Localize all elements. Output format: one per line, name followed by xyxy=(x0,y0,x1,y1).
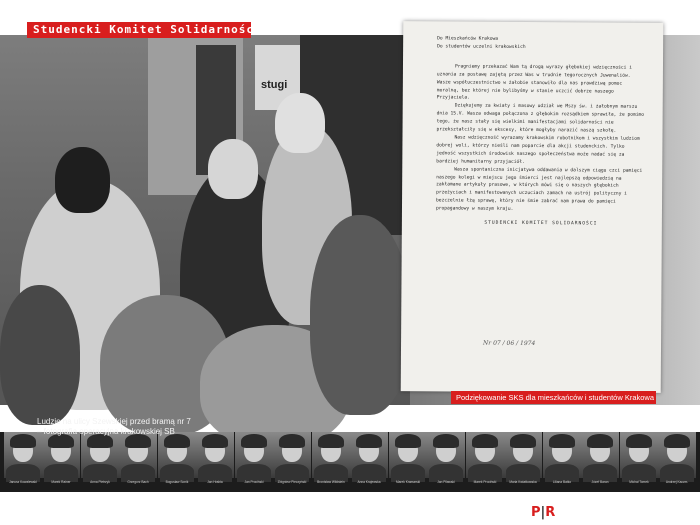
portrait-name: Anna Pietrzyk xyxy=(90,480,110,484)
portrait-photo xyxy=(273,432,311,478)
logo-letter-r: R xyxy=(545,505,556,520)
person-back-3 xyxy=(310,215,410,415)
portrait-name: Bogusław Sonik xyxy=(165,480,189,484)
photo-caption-line-2: – fotografia operacyjna krakowskiej SB xyxy=(37,427,175,436)
person-old-man-head xyxy=(275,93,325,153)
ipn-logo xyxy=(531,505,555,520)
person-grey-head xyxy=(208,139,258,199)
portrait-name: Marek Kramarski xyxy=(395,480,421,484)
person-head-hair xyxy=(55,147,110,213)
letter-document xyxy=(401,21,664,393)
portrait-name: Bronisław Wildstein xyxy=(317,480,345,484)
crowd-photo xyxy=(0,35,410,405)
portrait-photo xyxy=(235,432,273,478)
portrait-name: Marek Rainer xyxy=(51,480,71,484)
portrait-photo xyxy=(620,432,658,478)
portrait-photo xyxy=(119,432,157,478)
portraits-strip xyxy=(0,432,700,492)
portrait-name: Jan Hrabia xyxy=(207,480,223,484)
portrait-name: Maria Kwiatkowska xyxy=(509,480,537,484)
photo-caption xyxy=(37,417,217,437)
portrait-photo xyxy=(658,432,696,478)
portrait-photo xyxy=(543,432,581,478)
portrait-photo xyxy=(81,432,119,478)
portrait-name: Jan Prociński xyxy=(244,480,264,484)
portrait-photo xyxy=(389,432,427,478)
logo-bar: | xyxy=(540,505,546,520)
portrait-photo xyxy=(196,432,234,478)
letter-paragraph-1: Pragniemy przekazać Wam tą drogą wyrazy głębokiej wdzięczności i uznania za postawę zajętą przez Was w trudnie tegorocznych Juwenaliów. Wasze współuczestnictwo w żałobie stanowiło dla nas prawdziwą pomoc moralną, bez której nie bylibyśmy w stanie uczcić dobrze naszego Przyjaciela. xyxy=(436,64,633,102)
photo-caption-line-1: Ludzie na ulicy Szewskiej przed bramą nr 7 xyxy=(37,417,191,426)
portrait-name: Marek Prociński xyxy=(473,480,497,484)
portrait-photo xyxy=(42,432,80,478)
portrait-name: Janusz Kowalewski xyxy=(9,480,37,484)
portrait-photo xyxy=(350,432,388,478)
portrait-photo xyxy=(427,432,465,478)
portrait-name: Józef Baran xyxy=(591,480,609,484)
portrait-name: Michał Tomek xyxy=(629,480,649,484)
portrait-photo xyxy=(158,432,196,478)
portrait-name: Andrzej Kaczm. xyxy=(665,480,689,484)
person-back-4 xyxy=(0,285,80,425)
logo-letter-p: P xyxy=(531,505,541,520)
letter-handwritten-note: Nr 07 / 06 / 1974 xyxy=(483,339,536,348)
portrait-name: Zbigniew Pieczyński xyxy=(277,480,307,484)
letter-caption: Podziękowanie SKS dla mieszkańców i studentów Krakowa xyxy=(451,391,656,404)
letter-signature: STUDENCKI KOMITET SOLIDARNOŚCI xyxy=(484,220,598,227)
letter-address-2: Do studentów uczelni krakowskich xyxy=(437,44,526,50)
portrait-photo xyxy=(312,432,350,478)
letter-paragraph-2: Dziękujemy za kwiaty i masowy udział we Mszy św. i żałobnym marszu dnia 15.V. Wasza odwaga połączona z głębokim rozsądkiem sprawiła, że pomimo tego, że nasz stały się wielkimi manifestacjami solidarności nie przekształciły się w ekscesy, które mogłyby narazić naszą szkołę. xyxy=(436,103,645,134)
portrait-photo xyxy=(466,432,504,478)
footer xyxy=(0,492,700,525)
letter-paragraph-3: Nasz wdzięczność wyrazamy krakowskim robotnikom i wszystkim ludziom dobrej woli, którzy nieśli nam poparcie dla akcji studenckich. Tylko jedność wszystkich środowisk naszego społeczeństwa może nadać się za bardziej humanitarny przyjaciół. xyxy=(436,135,640,165)
portrait-name: Liliana Batko xyxy=(552,480,572,484)
portrait-name: Anna Krajewska xyxy=(357,480,381,484)
portrait-name: Jan Pilawski xyxy=(437,480,455,484)
portrait-photo xyxy=(4,432,42,478)
portrait-photo xyxy=(581,432,619,478)
portrait-name: Grzegorz Bach xyxy=(127,480,149,484)
letter-paragraph-4: Wasza spontaniczna inicjatywa oddawania w dalszym ciągu czci pamięci naszego kolegi w miejscu jego śmierci jest najlepszą odpowiedzią na zakłamane artykuły prasowe, w których mówi się o naszych głębokich przeżyciach i manifestowanych uczuciach zamach na ustrój polityczny i bezczelnie łżą sprawę, który nie śmie zabrać nam prawa do pamięci propagandowy w naszym kraju. xyxy=(435,167,643,212)
shop-sign-text: stugi xyxy=(261,79,288,91)
portrait-photo xyxy=(504,432,542,478)
page-title: Studencki Komitet Solidarności xyxy=(27,22,251,38)
letter-address-1: Do Mieszkańców Krakowa xyxy=(437,36,499,42)
